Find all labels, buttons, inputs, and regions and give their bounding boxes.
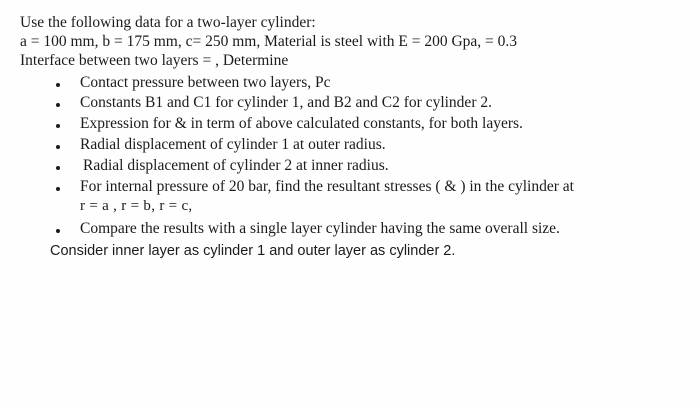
bullet-dot: [56, 229, 60, 233]
given-data-line: a = 100 mm, b = 175 mm, c= 250 mm, Material is steel with E = 200 Gpa, = 0.3: [20, 33, 518, 50]
intro-line: Use the following data for a two-layer cylinder:: [20, 14, 316, 31]
footer-note: Consider inner layer as cylinder 1 and outer layer as cylinder 2.: [50, 243, 456, 259]
task-item-continuation: r = a , r = b, r = c,: [80, 198, 193, 214]
bullet-dot: [56, 83, 60, 87]
bullet-dot: [56, 166, 60, 170]
bullet-dot: [56, 187, 60, 191]
bullet-dot: [56, 103, 60, 107]
task-item: For internal pressure of 20 bar, find the resultant stresses ( & ) in the cylinder at: [80, 178, 574, 195]
task-item: Contact pressure between two layers, Pc: [80, 74, 331, 91]
interface-line: Interface between two layers = , Determine: [20, 52, 289, 69]
task-item: Expression for & in term of above calculated constants, for both layers.: [80, 115, 523, 132]
bullet-dot: [56, 145, 60, 149]
bullet-dot: [56, 124, 60, 128]
task-item: Radial displacement of cylinder 1 at outer radius.: [80, 136, 386, 153]
task-item: Radial displacement of cylinder 2 at inner radius.: [83, 157, 389, 174]
task-item: Compare the results with a single layer cylinder having the same overall size.: [80, 220, 560, 237]
task-item: Constants B1 and C1 for cylinder 1, and B2 and C2 for cylinder 2.: [80, 94, 492, 111]
